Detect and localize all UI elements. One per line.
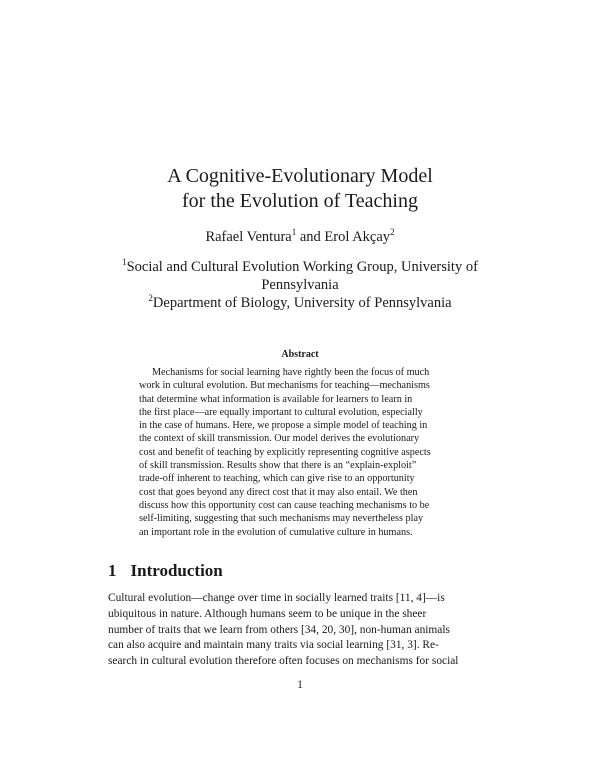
abstract-line: Mechanisms for social learning have rightly been the focus of much	[152, 367, 430, 378]
abstract-line: that determine what information is available for learners to learn in	[139, 393, 413, 405]
abstract-line: the first place—are equally important to cultural evolution, especially	[139, 406, 423, 418]
abstract-line: discuss how this opportunity cost can cause teaching mechanisms to be	[139, 499, 430, 511]
affiliation-mark: 2	[148, 293, 153, 304]
abstract-line: cost that goes beyond any direct cost that it may also entail. We then	[139, 486, 418, 498]
abstract-line: the context of skill transmission. Our model derives the evolutionary	[139, 433, 420, 445]
intro-line: number of traits that we learn from others [34, 20, 30], non-human animals	[108, 623, 450, 636]
affiliation-1	[100, 258, 500, 276]
introduction-text	[108, 591, 492, 670]
author-list	[0, 228, 600, 246]
affiliation-1-continued: Pennsylvania	[261, 277, 339, 293]
page-number: 1	[297, 679, 303, 691]
affiliation-mark: 1	[122, 257, 127, 268]
abstract-line: an important role in the evolution of cumulative culture in humans.	[139, 526, 413, 538]
abstract-line: in the case of humans. Here, we propose a simple model of teaching in	[139, 420, 428, 432]
title-line-2: for the Evolution of Teaching	[182, 190, 418, 212]
title-line-1: A Cognitive-Evolutionary Model	[167, 165, 433, 187]
abstract-line: work in cultural evolution. But mechanisms for teaching—mechanisms	[139, 380, 430, 392]
abstract-line: self-limiting, suggesting that such mechanisms may nevertheless play	[139, 513, 424, 525]
affiliation-mark: 2	[390, 227, 395, 238]
section-number: 1	[108, 561, 117, 580]
section-heading-introduction	[108, 560, 223, 582]
affiliation-2	[100, 294, 500, 312]
intro-line: ubiquitous in nature. Although humans seem to be unique in the sheer	[108, 607, 427, 620]
paper-title	[0, 164, 600, 214]
abstract-heading: Abstract	[281, 349, 319, 360]
abstract-line: trade-off inherent to teaching, which can give rise to an opportunity	[139, 473, 415, 485]
section-title: Introduction	[130, 561, 223, 580]
affiliation-text: Social and Cultural Evolution Working Group, University of	[126, 259, 478, 275]
author-name: Rafael Ventura	[205, 229, 292, 245]
affiliations	[100, 258, 500, 312]
intro-line: search in cultural evolution therefore often focuses on mechanisms for social	[108, 655, 459, 668]
abstract-line: of skill transmission. Results show that there is an “explain-exploit”	[139, 460, 417, 472]
affiliation-mark: 1	[291, 227, 297, 238]
abstract-text	[139, 366, 461, 539]
abstract-line: cost and benefit of teaching by explicitly representing cognitive aspects	[139, 446, 431, 458]
intro-line: Cultural evolution—change over time in socially learned traits [11, 4]—is	[108, 592, 445, 604]
author-conjunction: and	[299, 229, 321, 245]
affiliation-text: Department of Biology, University of Pennsylvania	[152, 295, 452, 311]
author-name: Erol Akçay	[324, 229, 391, 245]
intro-line: can also acquire and maintain many traits via social learning [31, 3]. Re-	[108, 639, 439, 652]
